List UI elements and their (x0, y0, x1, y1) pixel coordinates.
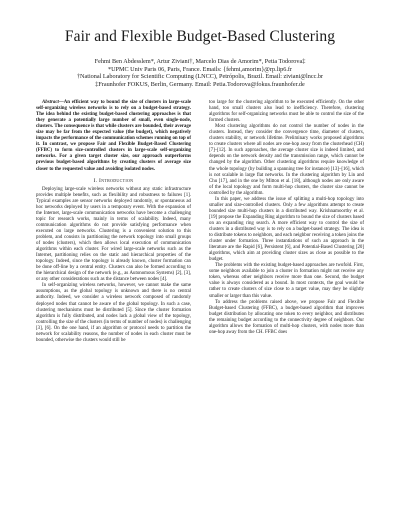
author-names: Fehmi Ben Abdesslem*, Artur Ziviani†, Marcelo Dias de Amorim*, Petia Todorova‡ (94, 58, 306, 65)
right-paragraph-2: Most clustering algorithms do not control the number of nodes in the clusters. Instead, they consider the convergence time, diameter of clusters, clusters stability, or network lifetime. Preliminary works proposed algorithms to create clusters where all nodes are one-hop away from the clusterhead (CH) [7]–[12]. In such approaches, the average cluster size is indeed limited, and depends on the network density and the transmission range, which cannot be changed by the algorithm. Other clustering algorithms require knowledge of the whole topology (by building a spanning tree for instance) [13]–[16], which is not scalable in large flat networks. In the clustering algorithm by Lin and Chu [17], and in the one by Mitton et al. [18], although nodes are only aware of the local topology and form multi-hop clusters, the cluster size cannot be controlled by the algorithm. (209, 124, 364, 196)
right-column (209, 100, 364, 336)
intro-paragraph-1: Deploying large-scale wireless networks without any static infrastructure provides multiple benefits, such as flexibility and robustness to failures [1]. Typical examples are sensor networks deployed randomly, or spontaneous ad hoc networks deployed by users in a temporary event. With the expansion of the Internet, large-scale communication networks have become a challenging topic for research works, mainly in terms of scalability. Indeed, many communication algorithms do not provide satisfying performance when executed on large networks. Clustering is a convenient solution to this problem, and consists in partitioning the network topology into small groups of nodes (clusters), which then allows local execution of communication algorithms within each cluster. For wired large-scale networks such as the Internet, partitioning relies on the static and hierarchical properties of the topology. Indeed, since the topology is already known, cluster formation can be done off-line by a central entity. Clusters can also be formed according to the hierarchical design of the network (e.g., as Autonomous Systems) [2], [3], or any other considerations such as the distance between nodes [4]. (36, 186, 191, 283)
affiliation-lncc: †National Laboratory for Scientific Computing (LNCC), Petrópolis, Brazil. Email: ziviani@lncc.br (76, 73, 324, 81)
affiliation-upmc: *UPMC Univ Paris 06, Paris, France. Emails: {fehmi,amorim}@rp.lip6.fr (107, 65, 292, 73)
right-paragraph-3: In this paper, we address the issue of splitting a multi-hop topology into smaller and size-controlled clusters. Only a few algorithms attempt to create bounded size multi-hop clusters in a distributed way. Krishnamoorthy et al. [19] propose the Expanding Ring algorithm to bound the size of clusters based on an expanding ring search. A more efficient way to control the size of clusters in a distributed way is to rely on a budget-based strategy. The idea is to distribute tokens to neighbors, and each neighbor receiving a token joins the cluster under formation. Three instantiations of such an approach in the literature are the Rapid [6], Persistent [6], and Potential-Based Clustering [20] algorithms, which aim at providing cluster sizes as close as possible to the budget. (209, 196, 364, 263)
section-heading-introduction: I. Introduction (93, 177, 134, 184)
author-block (0, 58, 400, 88)
right-paragraph-5: To address the problems raised above, we propose Fair and Flexible Budget-based Clustering (FFBC), a budget-based algorithm that improves budget distribution by allocating one token to every neighbor, and distributes the remaining budget according to the connectivity degree of neighbors. Our algorithm allows the formation of multi-hop clusters, with nodes more than one-hop away from the CH. FFBC does (209, 299, 364, 335)
abstract-text: —An efficient way to bound the size of clusters in large-scale self-organizing wireless networks is to rely on a budget-based strategy. The idea behind the existing budget-based clustering approaches is that they generate a potentially large number of small, even single-node, clusters. The consequence is that while clusters are bounded, their average size may be far from the expected value (the budget), which negatively impacts the performance of the communication schemes running on top of it. In contrast, we propose Fair and Flexible Budget-Based Clustering (FFBC) to form size-controlled clusters in large-scale self-organizing networks. For a given target cluster size, our approach outperforms previous budget-based algorithms by creating clusters of average size closer to the requested value and avoiding isolated nodes. (36, 100, 191, 172)
abstract-label: Abstract (42, 100, 59, 105)
paper-title: Fair and Flexible Budget-Based Clustering (64, 28, 336, 45)
left-column (36, 100, 191, 344)
intro-paragraph-2: In self-organizing wireless networks, however, we cannot make the same assumptions, as the global topology is unknown and there is no central authority. Indeed, we consider a wireless network composed of randomly deployed nodes that cannot be aware of the global topology. In such a case, clustering mechanisms must be distributed [5]. Since the cluster formation algorithm is fully distributed, and nodes lack a global view of the topology, controlling the size of the clusters (in terms of number of nodes) is challenging [3], [6]. On the one hand, if an algorithm or protocol needs to partition the network for scalability reasons, the number of nodes in each cluster must be bounded, otherwise the clusters would still be (36, 283, 191, 343)
affiliation-fokus: ‡Fraunhofer FOKUS, Berlin, Germany. Email: Petia.Todorova@fokus.fraunhofer.de (95, 80, 305, 88)
abstract (36, 100, 191, 173)
right-paragraph-1: too large for the clustering algorithm to be executed efficiently. On the other hand, too small clusters also lead to inefficiency. Therefore, clustering algorithms for self-organizing networks must be able to control the size of the formed clusters. (209, 100, 364, 124)
right-paragraph-4: The problems with the existing budget-based approaches are twofold. First, some neighbors available to join a cluster in formation might not receive any token, whereas other neighbors receive more than one. Second, the budget value is always considered as a bound. In most contexts, the goal would be rather to create clusters of size close to a target value, may they be slightly smaller or larger than this value. (209, 263, 364, 299)
